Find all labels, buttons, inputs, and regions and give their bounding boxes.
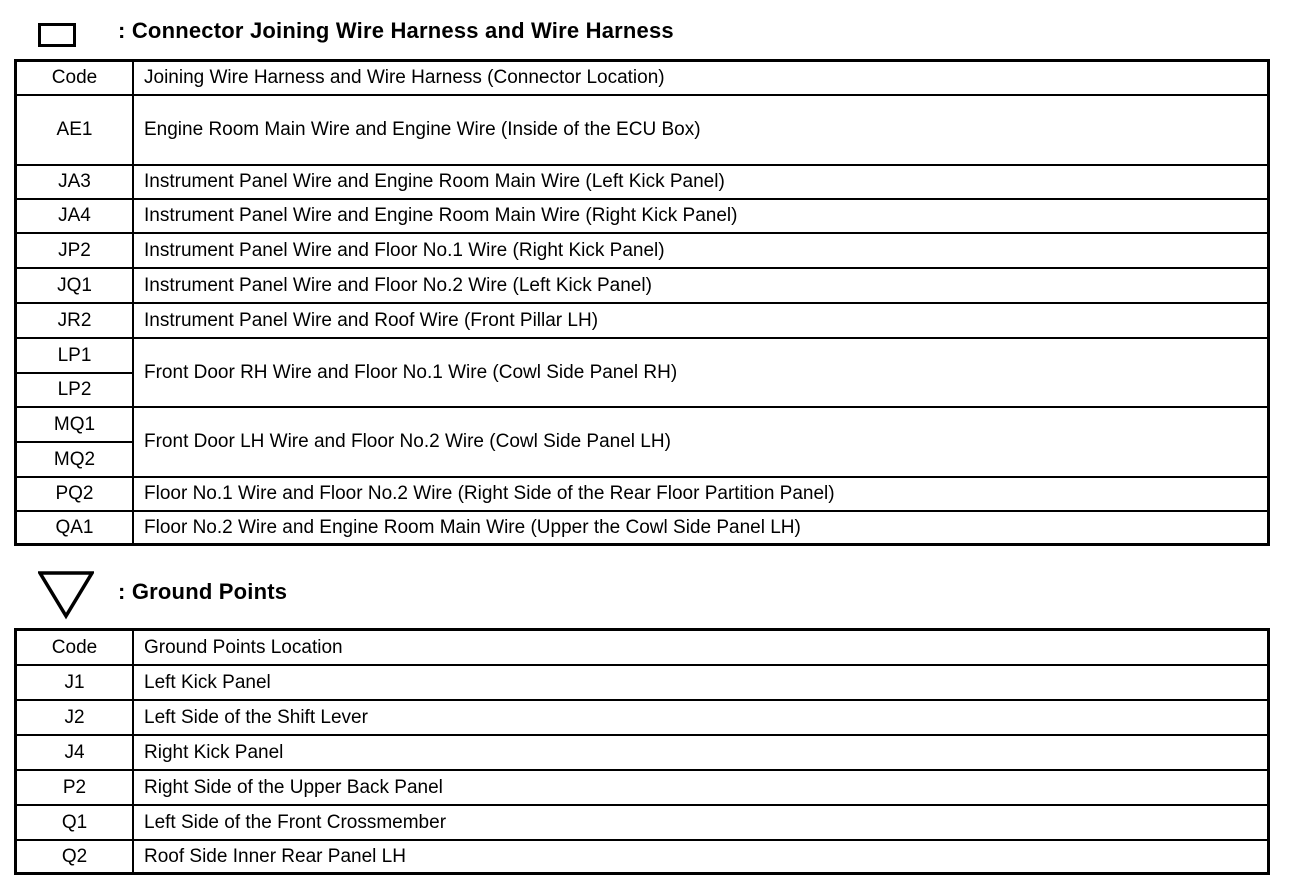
location-column-header: Joining Wire Harness and Wire Harness (Connector Location) xyxy=(133,61,1269,95)
table-row xyxy=(16,165,1269,199)
table-row xyxy=(16,770,1269,805)
table-row xyxy=(16,268,1269,303)
connector-location: Instrument Panel Wire and Engine Room Main Wire (Right Kick Panel) xyxy=(133,199,1269,233)
table-row xyxy=(16,199,1269,233)
connector-code: PQ2 xyxy=(16,477,134,511)
code-column-header: Code xyxy=(16,630,134,665)
connector-location: Instrument Panel Wire and Engine Room Main Wire (Left Kick Panel) xyxy=(133,165,1269,199)
table-row xyxy=(16,407,1269,442)
ground-code: P2 xyxy=(16,770,134,805)
ground-location: Left Kick Panel xyxy=(133,665,1269,700)
connector-location: Engine Room Main Wire and Engine Wire (Inside of the ECU Box) xyxy=(133,95,1269,165)
connector-code: MQ2 xyxy=(16,442,134,477)
connector-location: Floor No.1 Wire and Floor No.2 Wire (Right Side of the Rear Floor Partition Panel) xyxy=(133,477,1269,511)
table-row xyxy=(16,805,1269,840)
connector-code: JA4 xyxy=(16,199,134,233)
ground-code: J1 xyxy=(16,665,134,700)
connector-code: JA3 xyxy=(16,165,134,199)
connector-code: LP2 xyxy=(16,373,134,407)
table-header-row xyxy=(16,630,1269,665)
ground-location: Right Side of the Upper Back Panel xyxy=(133,770,1269,805)
table-row xyxy=(16,233,1269,268)
connector-location: Instrument Panel Wire and Floor No.2 Wire (Left Kick Panel) xyxy=(133,268,1269,303)
ground-code: J2 xyxy=(16,700,134,735)
ground-location: Right Kick Panel xyxy=(133,735,1269,770)
connector-location: Floor No.2 Wire and Engine Room Main Wire (Upper the Cowl Side Panel LH) xyxy=(133,511,1269,545)
table-row xyxy=(16,735,1269,770)
ground-points-table xyxy=(14,628,1270,875)
ground-location: Roof Side Inner Rear Panel LH xyxy=(133,840,1269,874)
ground-code: Q2 xyxy=(16,840,134,874)
table-row xyxy=(16,511,1269,545)
ground-code: J4 xyxy=(16,735,134,770)
table-row xyxy=(16,477,1269,511)
connector-code: MQ1 xyxy=(16,407,134,442)
rectangle-box-icon xyxy=(38,23,76,47)
connector-table xyxy=(14,59,1270,546)
code-column-header: Code xyxy=(16,61,134,95)
ground-location: Left Side of the Front Crossmember xyxy=(133,805,1269,840)
connector-code: QA1 xyxy=(16,511,134,545)
ground-code: Q1 xyxy=(16,805,134,840)
table-row xyxy=(16,338,1269,373)
table-row xyxy=(16,303,1269,338)
table-row xyxy=(16,665,1269,700)
ground-section-heading xyxy=(38,570,94,620)
connector-code: AE1 xyxy=(16,95,134,165)
table-header-row xyxy=(16,61,1269,95)
connector-code: JQ1 xyxy=(16,268,134,303)
connector-code: JP2 xyxy=(16,233,134,268)
connector-location: Instrument Panel Wire and Roof Wire (Front Pillar LH) xyxy=(133,303,1269,338)
down-triangle-icon xyxy=(38,570,94,620)
ground-section-title: : Ground Points xyxy=(118,579,288,604)
table-row xyxy=(16,95,1269,165)
connector-code: LP1 xyxy=(16,338,134,373)
connector-location: Front Door LH Wire and Floor No.2 Wire (Cowl Side Panel LH) xyxy=(133,407,1269,477)
table-row xyxy=(16,700,1269,735)
connector-location: Front Door RH Wire and Floor No.1 Wire (Cowl Side Panel RH) xyxy=(133,338,1269,407)
ground-location: Left Side of the Shift Lever xyxy=(133,700,1269,735)
table-row xyxy=(16,840,1269,874)
connector-location: Instrument Panel Wire and Floor No.1 Wire (Right Kick Panel) xyxy=(133,233,1269,268)
connector-code: JR2 xyxy=(16,303,134,338)
connector-section-heading xyxy=(38,10,76,60)
connector-section-title: : Connector Joining Wire Harness and Wire Harness xyxy=(118,18,674,43)
location-column-header: Ground Points Location xyxy=(133,630,1269,665)
